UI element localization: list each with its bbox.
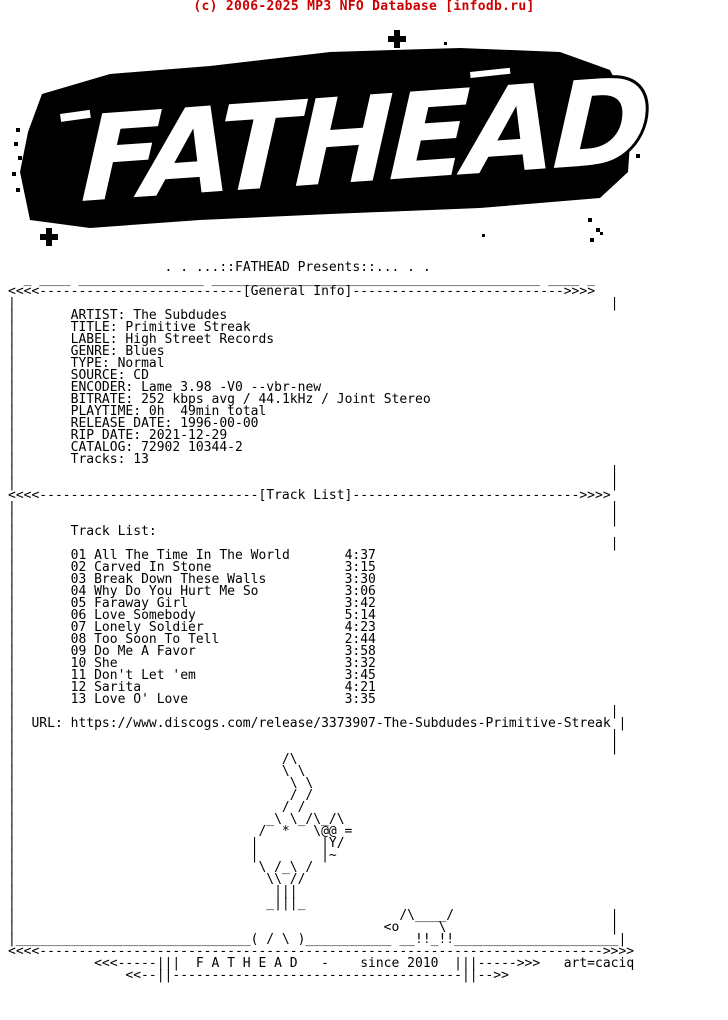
- logo-shadow-shape: [20, 48, 632, 228]
- ascii-art-rabbit: | /\ | \ \ | \ \ | / / | / / | _\ \_/\_/\ | / * \@@ = | | |Y/ | | |~ | \ /_\ / | \\ // | ||| | _|||_: [8, 752, 353, 911]
- info-value: 72902 10344-2: [141, 440, 243, 455]
- track-title: All The Time In The World: [94, 548, 290, 563]
- ascii-art-line: /\: [15, 752, 298, 767]
- info-value: Primitive Streak: [125, 320, 251, 335]
- track-title: Lonely Soldier: [94, 620, 204, 635]
- track-number: 08: [70, 632, 87, 647]
- info-label: RELEASE DATE:: [70, 416, 173, 431]
- info-value: High Street Records: [125, 332, 275, 347]
- track-number: 04: [70, 584, 87, 599]
- track-time: 3:35: [344, 692, 376, 707]
- info-label: GENRE:: [70, 344, 118, 359]
- track-title: Break Down These Walls: [94, 572, 267, 587]
- track-number: 09: [70, 644, 87, 659]
- track-number: 07: [70, 620, 87, 635]
- track-time: 4:21: [344, 680, 376, 695]
- logo-wordmark: FATHEAD: [78, 50, 650, 229]
- track-number: 11: [70, 668, 87, 683]
- track-number: 06: [70, 608, 87, 623]
- tracklist-heading: Track List:: [70, 524, 157, 539]
- info-label: RIP DATE:: [70, 428, 142, 443]
- ascii-art-line: / /: [15, 800, 306, 815]
- section-track-list: [Track List]: [258, 488, 353, 503]
- info-label: ENCODER:: [70, 380, 134, 395]
- url-link[interactable]: https://www.discogs.com/release/3373907-The-Subdudes-Primitive-Streak: [70, 716, 611, 731]
- track-number: 01: [70, 548, 87, 563]
- track-time: 3:45: [344, 668, 376, 683]
- ascii-art-line: \ \: [15, 764, 306, 779]
- ascii-art-line: \ /_\ /: [15, 860, 314, 875]
- track-time: 2:44: [344, 632, 376, 647]
- ascii-art-line: _|||_: [15, 896, 306, 911]
- track-list: | 01 All The Time In The World 4:37 | 02 Carved In Stone 3:15 | 03 Break Down These Walls 3:30 | 04 Why Do You Hurt Me So 3:06 | 05 Faraway Girl 3:42 | 06 Love Somebody 5:14 | 07 Lonely Soldier 4:23 | 08 Too Soon To Tell 2:44 | 09 Do Me A Favor 3:58 | 10 She 3:32 | 11 Don't Let 'em 3:45 | 12 Sarita 4:21 | 13 Love O' Love 3:35: [8, 548, 376, 707]
- track-time: 5:14: [344, 608, 376, 623]
- info-value: 252 kbps avg / 44.1kHz / Joint Stereo: [141, 392, 431, 407]
- footer-banner: <<<-----||| F A T H E A D - since 2010 |||----->>>: [94, 956, 541, 971]
- logo-backdrop: [0, 22, 728, 257]
- info-label: TITLE:: [70, 320, 118, 335]
- info-label: LABEL:: [70, 332, 118, 347]
- info-label: CATALOG:: [70, 440, 134, 455]
- info-label: PLAYTIME:: [70, 404, 142, 419]
- track-time: 3:42: [344, 596, 376, 611]
- ascii-art-line: | |Y/: [15, 836, 345, 851]
- track-time: 4:37: [344, 548, 376, 563]
- footer-bottom-line: <<--||-------------------------------------||-->>: [125, 968, 509, 983]
- nfo-body: . . ...::FATHEAD Presents::... . . _ ____ ________________ __________________________________________ ____ _ <<<<--------------------------[General Info]--------------------------->>>> | | | ARTIST: The Subdudes | TITLE: Primitive Streak | LABEL: High Street Records | GENRE: Blues | TYPE: Normal | SOURCE: CD | ENCODER: Lame 3.98 -V0 --vbr-new | BITRATE: 252 kbps avg / 44.1kHz / Joint Stereo | PLAYTIME: 0h 49min total | RELEASE DATE: 1996-00-00 | RIP DATE: 2021-12-29 | CATALOG: 72902 10344-2 | Tracks: 13 | | | | <<<<----------------------------[Track List]----------------------------->>>> | | | | | Track List: | | | 01 All The Time In The World 4:37 | 02 Carved In Stone 3:15 | 03 Break Down These Walls 3:30 | 04 Why Do You Hurt Me So 3:06 | 05 Faraway Girl 3:42 | 06 Love Somebody 5:14 | 07 Lonely Soldier 4:23 | 08 Too Soon To Tell 2:44 | 09 Do Me A Favor 3:58 | 10 She 3:32 | 11 Don't Let 'em 3:45 | 12 Sarita 4:21 | 13 Love O' Love 3:35 | | | URL: https://www.discogs.com/release/3373907-The-Subdudes-Primitive-Streak | | | | | | /\ | \ \ | \ \ | / / | / / | _\ \_/\_/\ | / * \@@ = | | |Y/ | | |~ | \ /_\ / | \\ // | ||| | _|||_ | /\____/ | | <o \ | |______________________________( / \ )___________ __!!_!!_____________________| <<<<------------------------------------------------------------------------>>>> <<<-----||| F A T H E A D - since 2010 |||----->>> art=caciq <<--||-------------------------------------||-->>: [8, 260, 635, 983]
- ascii-art-line: | |~: [15, 848, 337, 863]
- url-label: URL:: [31, 716, 63, 731]
- track-time: 3:30: [344, 572, 376, 587]
- general-info-list: | ARTIST: The Subdudes | TITLE: Primitive Streak | LABEL: High Street Records | GENRE: Blues | TYPE: Normal | SOURCE: CD | ENCODER: Lame 3.98 -V0 --vbr-new | BITRATE: 252 kbps avg / 44.1kHz / Joint Stereo | PLAYTIME: 0h 49min total | RELEASE DATE: 1996-00-00 | RIP DATE: 2021-12-29 | CATALOG: 72902 10344-2 | Tracks: 13: [8, 308, 431, 467]
- track-number: 13: [70, 692, 87, 707]
- art-credit: art=caciq: [563, 956, 635, 971]
- track-number: 12: [70, 680, 87, 695]
- track-title: She: [94, 656, 118, 671]
- track-time: 3:15: [344, 560, 376, 575]
- track-title: Love Somebody: [94, 608, 196, 623]
- ascii-art-line: \\ //: [15, 872, 306, 887]
- track-title: Don't Let 'em: [94, 668, 196, 683]
- track-title: Carved In Stone: [94, 560, 212, 575]
- track-number: 03: [70, 572, 87, 587]
- track-title: Do Me A Favor: [94, 644, 196, 659]
- track-title: Sarita: [94, 680, 142, 695]
- track-time: 3:58: [344, 644, 376, 659]
- ascii-art-line: |||: [15, 884, 298, 899]
- info-label: TYPE:: [70, 356, 110, 371]
- info-label: Tracks:: [70, 452, 126, 467]
- ascii-art-line: _\ \_/\_/\: [15, 812, 345, 827]
- info-value: CD: [133, 368, 149, 383]
- info-value: Blues: [125, 344, 165, 359]
- info-value: 1996-00-00: [180, 416, 259, 431]
- info-value: Lame 3.98 -V0 --vbr-new: [141, 380, 322, 395]
- track-number: 10: [70, 656, 87, 671]
- track-time: 3:06: [344, 584, 376, 599]
- ascii-art-line: / * \@@ =: [15, 824, 353, 839]
- fathead-logo: [0, 22, 728, 257]
- info-value: 13: [133, 452, 149, 467]
- info-label: BITRATE:: [70, 392, 134, 407]
- info-label: SOURCE:: [70, 368, 126, 383]
- track-title: Faraway Girl: [94, 596, 189, 611]
- presents-line: . . ...::FATHEAD Presents::... . .: [164, 260, 431, 275]
- track-time: 4:23: [344, 620, 376, 635]
- ascii-art-line: / /: [15, 788, 314, 803]
- track-title: Why Do You Hurt Me So: [94, 584, 259, 599]
- info-label: ARTIST:: [70, 308, 126, 323]
- track-time: 3:32: [344, 656, 376, 671]
- info-value: 0h 49min total: [148, 404, 267, 419]
- track-number: 02: [70, 560, 87, 575]
- ascii-art-line: \ \: [15, 776, 314, 791]
- info-value: Normal: [117, 356, 165, 371]
- info-value: 2021-12-29: [148, 428, 228, 443]
- section-general-info: [General Info]: [242, 284, 353, 299]
- track-number: 05: [70, 596, 87, 611]
- track-title: Too Soon To Tell: [94, 632, 220, 647]
- track-title: Love O' Love: [94, 692, 189, 707]
- info-value: The Subdudes: [133, 308, 228, 323]
- copyright-banner: (c) 2006-2025 MP3 NFO Database [infodb.ru]: [193, 0, 535, 14]
